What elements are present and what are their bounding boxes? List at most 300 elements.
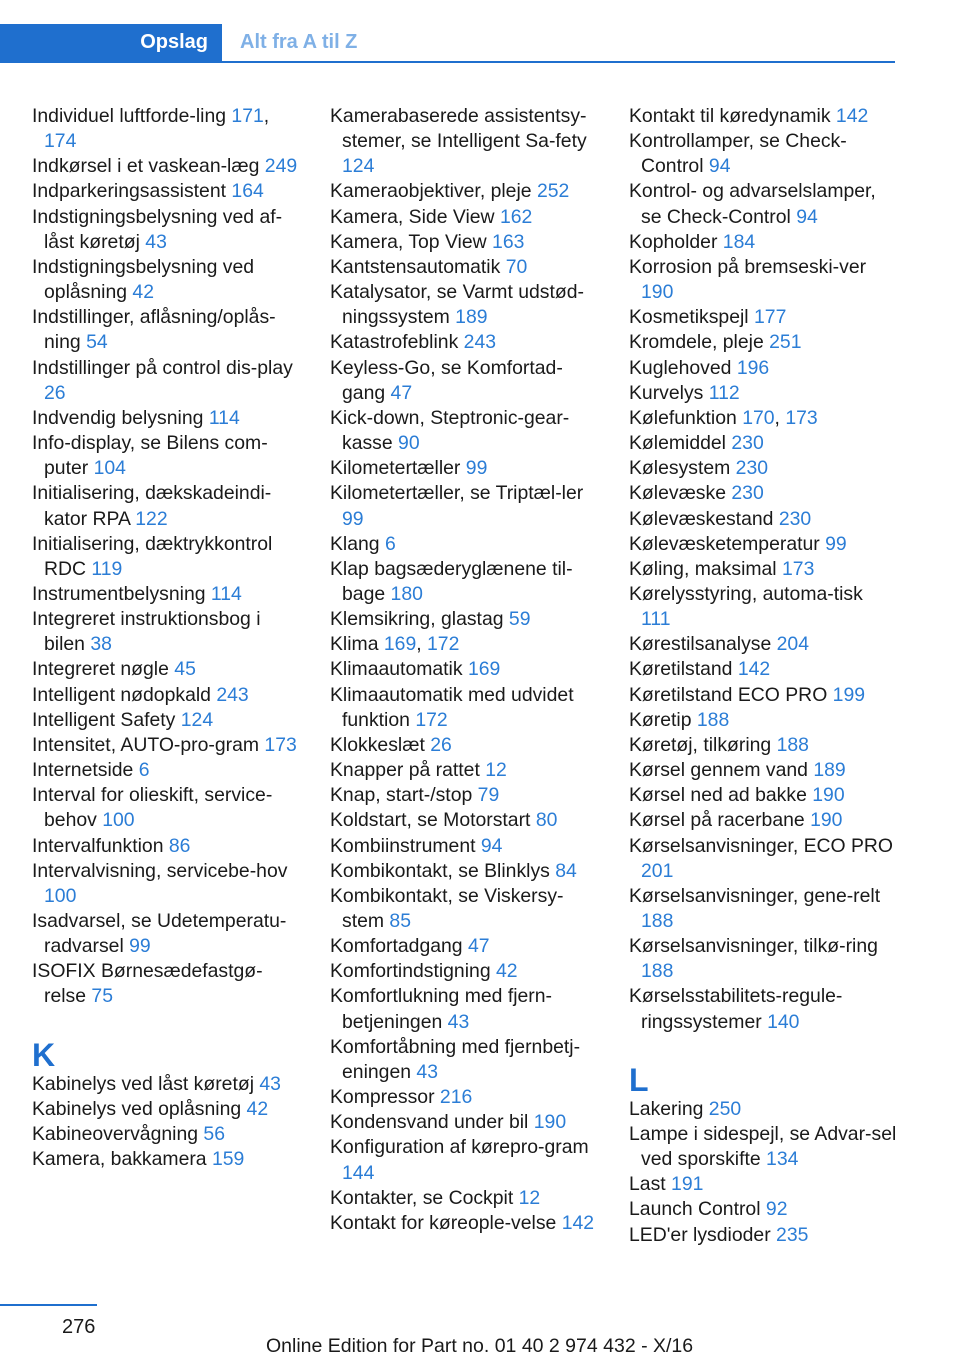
index-entry-term: Intelligent nødopkald [32,683,217,706]
index-entry-term: Kombiinstrument [330,834,481,857]
index-entry-term: Køling, maksimal [629,557,783,580]
index-entry-term: Initialisering, dækskadeindi-kator RPA [32,482,272,530]
index-entry-term: Kilometertæller [330,457,466,480]
index-entry-term: Kørselsanvisninger, tilkø-ring [629,935,878,958]
index-entry-term: Kondensvand under bil [330,1111,534,1134]
index-entry-term: ISOFIX Børnesædefastgø-relse [32,960,263,1008]
index-entry-term: Kontrol- og advarselslamper, se Check-Control [629,180,876,228]
page-link[interactable]: 43 [259,1072,281,1095]
page-link[interactable]: 38 [90,633,112,656]
page-link[interactable]: 99 [129,935,151,958]
index-entry-term: Kurvelys [629,381,709,404]
page-link[interactable]: 124 [342,155,375,178]
section-letter: L [629,1061,649,1098]
index-entry [629,708,897,733]
index-entry [330,205,598,230]
page-link[interactable]: 26 [44,381,66,404]
index-entry [629,733,897,758]
page-link[interactable]: 188 [641,910,674,932]
index-entry [629,808,897,833]
index-entry [629,834,897,884]
page-link[interactable]: 85 [389,910,411,932]
page-link[interactable]: 54 [86,331,108,354]
index-entry-term: Integreret instruktionsbog i bilen [32,608,261,656]
page-link[interactable]: 235 [776,1223,809,1246]
page-link[interactable]: 180 [390,582,423,605]
index-entry-term: Køretilstand [629,658,738,681]
index-entry-term: Klima [330,633,384,656]
index-entry [32,1097,300,1122]
page-link[interactable]: 43 [447,1010,470,1033]
index-entry [330,280,598,330]
index-entry [32,356,300,406]
index-entry-term: Instrumentbelysning [32,582,211,605]
index-entry [629,255,897,305]
index-entry [330,557,598,607]
index-entry-term: Info-display, se Bilens com-puter [32,432,268,480]
index-entry [330,884,598,934]
index-entry [629,330,897,355]
page-link[interactable]: 59 [508,608,531,631]
index-entry-term: Kopholder [629,230,723,253]
index-entry-term: Indstillinger på control dis-play [32,356,293,379]
page-link[interactable]: 90 [398,432,420,455]
page-link[interactable]: 100 [102,809,135,832]
index-entry [330,959,598,984]
index-entry [32,406,300,431]
page-link[interactable]: 230 [731,432,764,455]
index-entry [330,406,598,456]
index-entry-term: Klang [330,532,385,555]
page-link[interactable]: 80 [535,809,558,832]
index-entry [330,859,598,884]
page-link[interactable]: 86 [168,834,191,857]
index-entry-term: Kontakt for køreople-velse [330,1211,562,1234]
page-link[interactable]: 6 [384,532,396,555]
index-entry [330,683,598,733]
page-link[interactable]: 42 [132,281,154,304]
index-entry-term: Lakering [629,1097,709,1120]
index-entry [330,834,598,859]
page-link[interactable]: 70 [505,255,528,278]
index-entry-term: Kølemiddel [629,432,732,455]
page-link[interactable]: 100 [44,884,77,907]
index-entry-term: Interval for olieskift, service-behov [32,784,273,832]
index-entry [330,1035,598,1085]
page-link[interactable]: 114 [210,582,242,605]
page-link[interactable]: 188 [776,733,809,756]
index-entry-term: Komfortindstigning [330,960,496,983]
page-link[interactable]: 189 [813,759,846,782]
section-gap [32,1010,300,1022]
index-entry-term: Kabinelys ved oplåsning [32,1097,247,1120]
page-link[interactable]: 104 [93,457,126,480]
page-link[interactable]: 12 [518,1186,541,1209]
index-entry-term: Koldstart, se Motorstart [330,809,536,832]
page-link[interactable]: 163 [492,230,525,253]
index-entry-term: Kamera, bakkamera [32,1148,212,1171]
index-entry-term: Klimaautomatik med udvidet funktion [330,683,574,731]
page-link[interactable]: 188 [696,708,730,731]
page-link[interactable]: 177 [754,306,787,329]
page-link[interactable]: 42 [246,1097,269,1120]
index-entry [330,607,598,632]
page-link[interactable]: 201 [641,859,674,882]
index-entry-term: Kølesystem [629,457,736,480]
index-entry [629,884,897,934]
index-entry [330,657,598,682]
index-entry [32,179,300,204]
index-entry [32,909,300,959]
page-link[interactable]: 230 [735,457,769,480]
page-link[interactable]: 216 [439,1086,473,1109]
index-entry-term: Kromdele, pleje [629,331,770,354]
index-entry-term: Knap, start-/stop [330,784,478,807]
index-entry [629,683,897,708]
index-entry [32,1072,300,1097]
index-entry-term: Katastrofeblink [330,331,464,354]
index-entry [629,179,897,229]
index-entry [629,129,897,179]
page-link[interactable]: 174 [44,130,77,153]
page-link[interactable]: 173 [264,733,297,756]
index-entry-term: Kølefunktion [629,406,743,429]
index-entry [629,104,897,129]
index-entry [629,481,897,506]
index-entry [32,205,300,255]
page-link[interactable]: 172 [415,708,448,731]
page-link[interactable]: 119 [91,557,123,580]
page-link[interactable]: 230 [778,507,812,530]
index-entry [330,783,598,808]
page-link[interactable]: 159 [211,1148,245,1171]
page-link[interactable]: 43 [145,230,167,253]
index-entry-term: Indstigningsbelysning ved oplåsning [32,255,255,304]
page-link[interactable]: 94 [796,205,818,228]
index-entry [32,1147,300,1172]
page-link[interactable]: 112 [708,381,740,404]
index-entry [32,834,300,859]
index-entry [32,859,300,909]
index-entry [629,507,897,532]
index-entry [629,657,897,682]
index-entry-term: Kørsel ned ad bakke [629,784,813,807]
index-entry-term: Intelligent Safety [32,708,181,731]
index-entry-term: Integreret nøgle [32,658,175,681]
page-link[interactable]: 56 [203,1122,225,1145]
index-entry [629,557,897,582]
page-link[interactable]: 134 [766,1148,799,1171]
index-column-1 [32,104,300,1172]
index-entry [330,255,598,280]
index-entry-term: Klap bagsæderyglænene til-bage [330,557,573,605]
page-link[interactable]: 204 [776,633,809,656]
page-link[interactable]: 190 [810,809,843,832]
page-link[interactable]: 191 [671,1173,704,1196]
index-entry-term: Lampe i sidespejl, se Advar-sel ved sporskifte [629,1122,897,1171]
index-entry [32,431,300,481]
index-entry [330,356,598,406]
index-entry-term: Indvendig belysning [32,406,209,429]
index-entry-term: Initialisering, dæktrykkontrol RDC [32,532,273,580]
index-entry [629,431,897,456]
index-entry-term: Køretøj, tilkøring [629,733,777,756]
page-link[interactable]: 169 [467,658,501,681]
page-link[interactable]: 99 [825,532,847,555]
index-entry-term: Isadvarsel, se Udetemperatu-radvarsel [32,910,287,958]
page-link[interactable]: 94 [708,155,731,178]
index-entry [330,1211,598,1236]
index-entry-term: Kameraobjektiver, pleje [330,180,537,203]
page-link[interactable]: 171 [231,105,264,127]
page-link[interactable]: 173 [782,557,815,580]
page-link[interactable]: 243 [216,683,249,706]
page-link[interactable]: 172 [427,633,460,656]
index-entry [629,758,897,783]
page-link[interactable]: 6 [138,759,150,782]
index-entry [32,481,300,531]
index-entry-term: Køretip [629,708,697,731]
header-bar [0,24,895,63]
index-entry [330,808,598,833]
index-entry-term: Kompressor [330,1086,440,1109]
page-link[interactable]: 12 [485,759,507,782]
index-entry [629,305,897,330]
page-separator: , [263,105,270,127]
tab-alt-fra-a-til-z[interactable]: Alt fra A til Z [240,31,358,53]
index-entry [629,456,897,481]
index-entry [330,456,598,481]
index-entry [32,582,300,607]
index-entry [629,582,897,632]
index-entry-term: Kontakter, se Cockpit [330,1186,519,1209]
index-entry-term: Kamera, Top View [330,230,493,253]
index-column-3 [629,104,897,1248]
index-entry [32,154,300,179]
index-entry [32,607,300,657]
index-entry-term: Kombikontakt, se Blinklys [330,859,556,882]
index-entry [32,959,300,1009]
index-entry [629,1097,897,1122]
page-link[interactable]: 196 [736,356,770,379]
index-entry-term: Katalysator, se Varmt udstød-ningssystem [330,281,584,329]
index-entry-term: Kontrollamper, se Check-Control [629,130,847,178]
index-entry [330,984,598,1034]
index-entry [629,934,897,984]
page-link[interactable]: 99 [342,507,364,530]
footer-edition-text: Online Edition for Part no. 01 40 2 974 432 - X/16 [266,1335,694,1357]
index-entry-term: Intensitet, AUTO-pro-gram [32,733,265,756]
index-entry-term: Køretilstand ECO PRO [629,683,833,706]
index-entry [629,356,897,381]
index-entry [32,758,300,783]
index-entry-term: Kombikontakt, se Viskersy-stem [330,884,564,932]
index-entry [330,1135,598,1185]
page-link[interactable]: 111 [641,608,671,631]
index-entry-term: Intervalvisning, servicebe-hov [32,859,288,882]
page-link[interactable]: 173 [785,406,818,429]
index-entry [330,934,598,959]
index-entry [629,406,897,431]
index-entry [330,481,598,531]
index-entry-term: Konfiguration af kørepro-gram [330,1136,589,1159]
index-entry-term: Komfortadgang [330,935,468,958]
index-entry [32,683,300,708]
page-link[interactable]: 47 [467,935,490,958]
page-link[interactable]: 249 [264,155,298,178]
index-entry-term: Keyless-Go, se Komfortad-gang [330,356,563,404]
index-entry [629,984,897,1034]
index-entry-term: Kabineovervågning [32,1122,204,1145]
page-link[interactable]: 250 [708,1097,742,1120]
page-link[interactable]: 251 [769,331,802,354]
page-link[interactable]: 184 [722,230,756,253]
index-entry [330,1085,598,1110]
page-link[interactable]: 142 [737,658,771,681]
index-entry-term: Kontakt til køredynamik [629,105,836,127]
index-column-2 [330,104,598,1236]
index-entry [330,632,598,657]
index-entry-term: Last [629,1173,672,1196]
page-link[interactable]: 79 [477,784,500,807]
page-link[interactable]: 190 [812,784,845,807]
index-entry-term: Klokkeslæt [330,733,431,756]
page-link[interactable]: 144 [342,1161,375,1184]
page-link[interactable]: 92 [765,1198,788,1221]
index-entry-term: Klemsikring, glastag [330,608,509,631]
index-entry [629,381,897,406]
index-entry [32,104,300,154]
index-entry [330,1186,598,1211]
page-number: 276 [62,1316,96,1338]
index-entry-term: Komfortåbning med fjernbetj-eningen [330,1035,581,1083]
page-link[interactable]: 47 [390,381,413,404]
index-entry-term: Indparkeringsassistent [32,180,232,203]
index-entry-term: Intervalfunktion [32,834,169,857]
index-entry-term: Klimaautomatik [330,658,468,681]
page-link[interactable]: 142 [561,1211,595,1234]
page-link[interactable]: 124 [180,708,214,731]
page-link[interactable]: 169 [383,633,417,656]
index-entry-term: Individuel luftforde-ling [32,105,232,127]
index-entry-term: Kamerabaserede assistentsy-stemer, se Intelligent Sa-fety [330,105,587,153]
section-gap [629,1035,897,1047]
page-link[interactable]: 199 [832,683,866,706]
index-entry-term: Kabinelys ved låst køretøj [32,1072,260,1095]
index-entry [330,230,598,255]
index-entry [330,179,598,204]
index-entry [629,632,897,657]
page-link[interactable]: 230 [731,482,764,505]
index-entry-term: Kølevæsketemperatur [629,532,826,555]
index-entry-term: Kølevæskestand [629,507,779,530]
index-entry [629,783,897,808]
index-entry [32,708,300,733]
index-entry-term: Komfortlukning med fjern-betjeningen [330,985,553,1033]
index-entry [330,1110,598,1135]
index-entry-term: Kilometertæller, se Triptæl-ler [330,482,584,505]
index-entry-term: Kørselsanvisninger, ECO PRO [629,834,894,857]
page-link[interactable]: 190 [641,281,674,304]
footer-rule [0,1304,97,1306]
index-entry-term: Internetside [32,759,139,782]
index-entry [32,255,300,305]
index-entry [32,733,300,758]
index-entry-term: Kørelysstyring, automa-tisk [629,582,863,605]
index-entry [629,1197,897,1222]
page-link[interactable]: 45 [174,658,196,681]
index-entry [330,758,598,783]
page-separator: , [416,633,428,656]
index-entry-term: Kick-down, Steptronic-gear-kasse [330,406,570,455]
index-entry-term: Indstillinger, aflåsning/oplås-ning [32,306,276,354]
page-link[interactable]: 252 [536,180,570,203]
page-link[interactable]: 26 [430,733,452,756]
index-entry-term: LED'er lysdioder [629,1223,777,1246]
index-entry-term: Knapper på rattet [330,759,486,782]
page-link[interactable]: 75 [91,985,113,1008]
page-link[interactable]: 94 [480,834,503,857]
page-link[interactable]: 164 [231,180,264,203]
index-entry-term: Kørestilsanalyse [629,633,777,656]
page-link[interactable]: 190 [533,1111,567,1134]
page-link[interactable]: 99 [465,457,488,480]
index-entry-term: Kørsel på racerbane [629,809,811,832]
page-link[interactable]: 42 [496,960,518,983]
index-entry-term: Launch Control [629,1198,766,1221]
page-link[interactable]: 170 [742,406,775,429]
index-entry-term: Kosmetikspejl [629,306,755,329]
index-entry-term: Indstigningsbelysning ved af-låst køretøj [32,205,283,253]
index-entry [629,1172,897,1197]
index-entry-term: Indkørsel i et vaskean-læg [32,155,265,178]
index-entry-term: Kuglehoved [629,356,737,379]
index-entry [629,1122,897,1172]
index-entry [330,532,598,557]
index-entry-term: Kantstensautomatik [330,255,506,278]
page-link[interactable]: 162 [499,205,533,228]
index-entry [32,1122,300,1147]
section-letter: K [32,1036,56,1073]
index-entry [330,733,598,758]
index-entry-term: Korrosion på bremseski-ver [629,255,867,278]
index-entry-term: Kamera, Side View [330,205,500,228]
page-link[interactable]: 84 [555,859,577,882]
index-entry-term: Kørselsstabilitets-regule-ringssystemer [629,985,843,1033]
index-entry [629,532,897,557]
page-link[interactable]: 114 [208,406,240,429]
page-link[interactable]: 122 [135,507,168,530]
page-link[interactable]: 243 [463,331,497,354]
tab-opslag[interactable]: Opslag [0,24,222,61]
page-link[interactable]: 188 [641,960,674,983]
index-entry-term: Kølevæske [629,482,732,505]
page-link[interactable]: 142 [835,105,869,127]
index-entry [629,1223,897,1248]
page-link[interactable]: 140 [767,1010,800,1033]
page-link[interactable]: 43 [416,1060,438,1083]
index-entry [32,305,300,355]
index-entry [32,532,300,582]
index-entry [629,230,897,255]
index-entry [32,657,300,682]
page-link[interactable]: 189 [455,306,488,329]
index-entry-term: Kørselsanvisninger, gene-relt [629,884,881,907]
index-entry [330,104,598,179]
index-entry-term: Kørsel gennem vand [629,759,814,782]
index-entry [32,783,300,833]
page-separator: , [774,406,786,429]
